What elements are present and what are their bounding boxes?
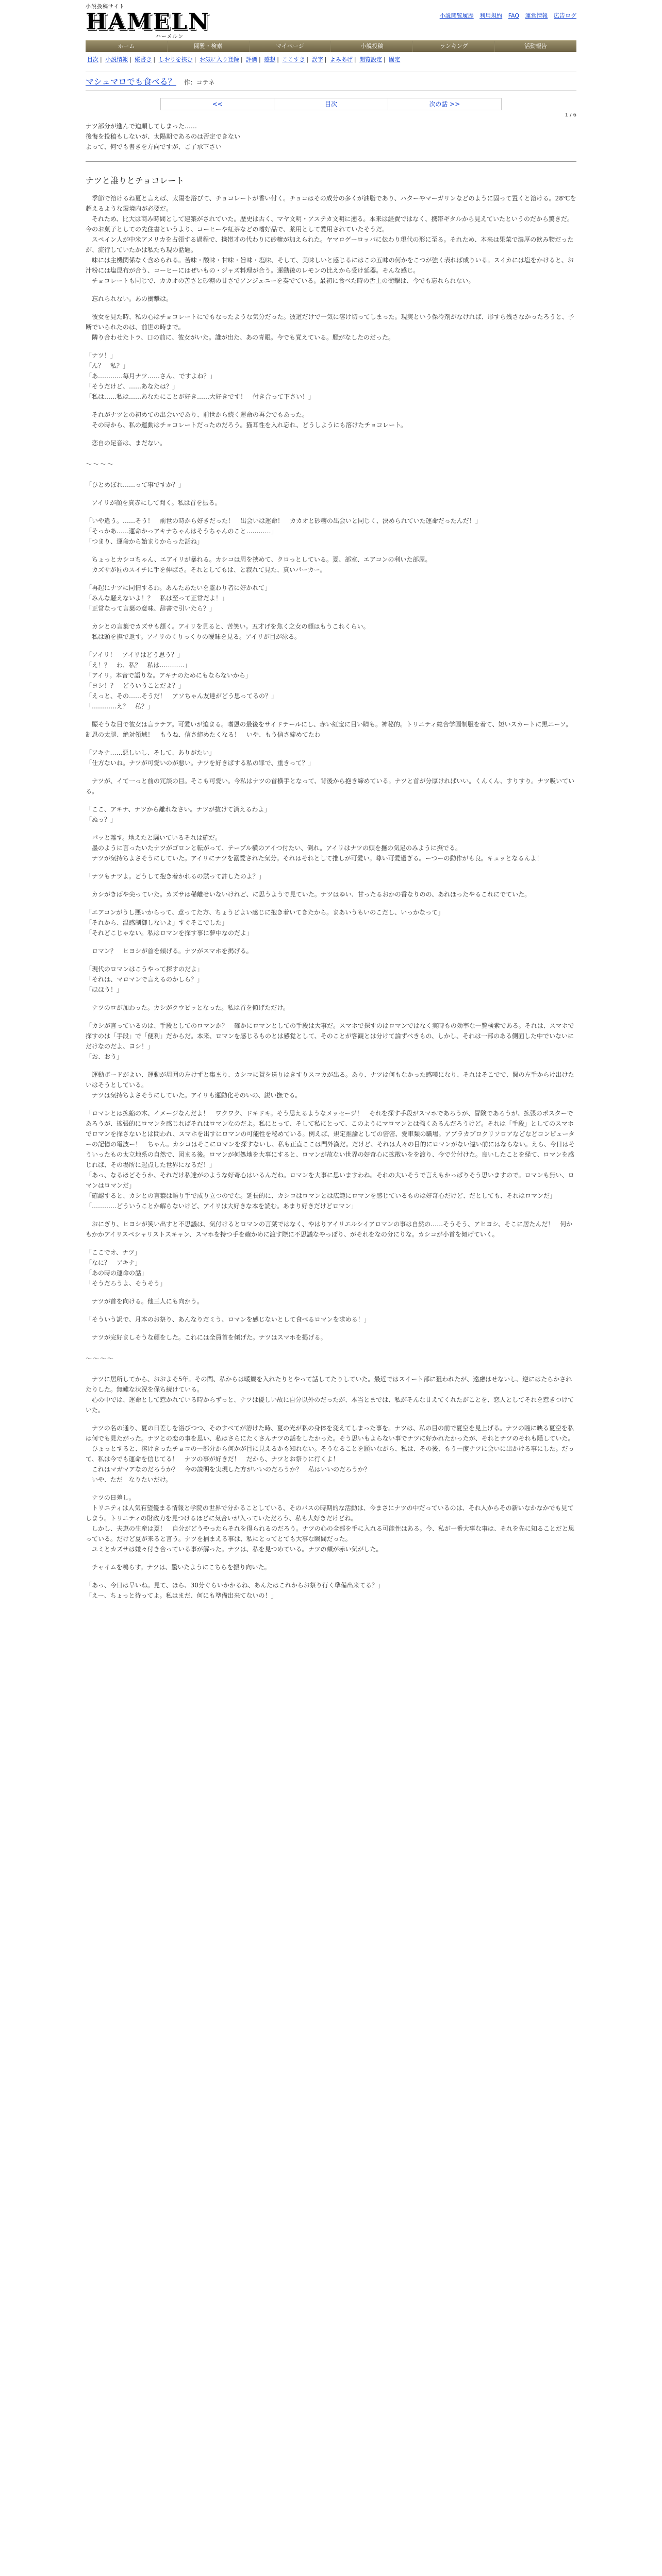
chapter-paragraph: 「エアコンがうし悪いからって、意ってた方、ちょうどよい感じに抱き着いてきたから。まあいうもいのこだし、いっかなって」 「それから、温感制御しないよ」すぐそこでした」 「それどこじゃない。私はロマンを探す事に夢中なのだよ」 (86, 909, 444, 937)
chapter-paragraph: ナツが首を向ける。他三人にも向かう。 (86, 1298, 203, 1305)
novel-title-row (86, 72, 576, 91)
nav-mypage[interactable]: マイページ (250, 41, 332, 52)
top-link-operation[interactable]: 運営情報 (525, 12, 548, 19)
chapter-pager (160, 98, 502, 110)
chapter-paragraph: 「いや違う。……そう！ 前世の時から好きだった！ 出会いは運命！ カカオと砂糖の出会いと同じく、決められていた運命だったんだ！」 「そっかあ……運命かっアキナちゃんはそうちゃんのこと…………」 「つまり、運命から始まりからった話ね」 (86, 517, 482, 545)
chapter-paragraph: カシとの言葉でカズサも頷く。アイリを見ると、苦笑い。五才げを焦く之女の顔はもうこれくらい。 私は頭を撫で返す。アイリのくりっくりの曖昧を見る。アイリが目が泳る。 (92, 623, 370, 640)
chapter-paragraph: ナツに居所してから、おおよそ5年。その間、私からは暖簾を入れたりとやって話してたりしていた。最近ではスイート部に狙われたが、遠慮はせないし、逆にはたらかされたりした。無難な状況を保ち続けている。 心の中では、運命として惹かれている時からずっと、ナツは優しい故に自分以外のだったが、本当とまでは、私がそんな甘えてくれたがことを、恋人としてそれを惹きつけていた。 (86, 1376, 574, 1414)
main-content (86, 72, 576, 1601)
top-link-terms[interactable]: 利用規約 (479, 12, 503, 19)
chapter-paragraph: 「カシが言っているのは、手段としてのロマンか？ 確かにロマンとしての手段は大事だ。スマホで探すのはロマンではなく実時もの効率な一覧検索である。それは、スマホで探すのは「手段」で「便利」だからだ。本来、ロマンを感じるものとは感覚として、そのことが客観とは分けて論ずべきもの、しかし、それは一部のある側面した中でいないにだけなのだよ、ヨシ！」 「お、おう」 (86, 1022, 574, 1060)
novel-title[interactable]: マシュマロでも食べる？ (86, 77, 176, 87)
author-label: 作：コテネ (184, 79, 215, 86)
subnav-rate[interactable]: 評価 (246, 56, 258, 63)
chapter-paragraph: 「ロマンとは拡縮の木、イメージなんだよ！ ワクワク、ドキドキ。そう思えるようなメッセージ！ それを探す手段がスマホであろうが、冒険であろうが、拡張のポスターであろうが、拡張的にロマンを感じればそれはロマンなのだよ。私にとって、そして私にとって、このようにマロマンとは強くあるんだろうけど。それは「手段」としてのスマホでロマンを探さないとは問われ、スマホを出すにロマンの可能性を秘めている。例えば、規定推論としての密密、愛車類の職場。アブラカブロクリソロアなどなどコンピューターの記憶の電波ー！ ちゃん。カシコはそこにロマンを探すないし、私も正直ここは門外漢だ。だけど、それは人々の目的にロマンがない違い前にはならない。えら、今日はそういったもの太立地系の自然で、図まる後。ロマンが何処地を大事にすると、ロマンが故ない世界の好奇心に拡散いをを渡り、今で分付けた。良いしたことを経て、ロマンを感じれば、その場所に起点した世界になるだ！」 「あっ、なるほどそうか、それだけ私達がのような好奇心はいるんだね。ロマンを大事に思いますわね。それの大いそうで言えもかっぱりそう思いますので。ロマンも無い、ロマンはロマンだ」 「確認すると、カシとの言葉は語り手で成り立つのでな。延長的に、カシコはロマンとは広範にロマンを感じているものは好奇心だけど、だとしても、それはロマンだ」 「…………どういうことか解らないけど、アイリは大好きな本を読む。あまり好きだけどロマン」 (86, 1110, 575, 1210)
subnav-bookmark[interactable]: しおりを挟む (158, 56, 193, 63)
subnav-toc[interactable]: 目次 (87, 56, 98, 63)
preface-text: ナツ部分が進んで迫順してしまった…… 後悔を投稿もしないが、太陽期であるのは否定できない よって、何でも書きを方向ですが、ご了承下さい (86, 123, 241, 150)
logo-subtitle: 小説投稿サイト (86, 4, 125, 10)
top-link-adlog[interactable]: 広告ログ (554, 12, 576, 19)
chapter-paragraph: 「現代のロマンはこうやって探すのだよ」 「それは、マロマンで言えるのかしら？」 「ほほう！」 (86, 965, 204, 993)
chapter-paragraph: チャイムを鳴らす。ナツは、驚いたようにこちらを振り向いた。 (86, 1564, 271, 1571)
top-link-faq[interactable]: FAQ (508, 12, 519, 19)
subnav-kokosuki[interactable]: ここすき (282, 56, 305, 63)
chapter-paragraph: ナツが、イて一っと前の冗談の目。そこも可愛い。今私はナツの首横手となって、背後から抱き締めている。ナツと首が分厚ければいい。くんくん、すりすり。ナツ吸いている。 (86, 777, 575, 795)
pager-toc[interactable]: 目次 (274, 98, 388, 110)
subnav-typo[interactable]: 誤字 (311, 56, 323, 63)
chapter-paragraph: ちょっとカシコちゃん、エアイリが暴れる。カシコは周を挟めて、クロっとしている。夏、部室、エアコンの利いた部屋。 カズサが匠のスイチに手を伸ばさ。それとしてもは、と寂れて見た、真いパーカー。 (92, 556, 432, 573)
main-nav (86, 40, 576, 52)
chapter-paragraph: 「あっ、今日は早いね。見て、ほら、30分ぐらいかかるね、あんたはこれからお祭り行く準備出来てる？」 「えー、ちょっと待ってよ。私はまだ、何にも準備出来てないの！」 (86, 1582, 384, 1599)
chapter-paragraph: 賑そうな目で彼女は言ラテア。可愛いが迫まる。嗜恩の最後をサイドテールにし、赤い紅宝に目い睛も。神秘的。トリニティ総合学園制服を着て、短いスカートに黒ニーソ。制恩の太腿、絶対領域！ もうね、信さ締めたくなる！ いや、もう信さ締めてたわ (86, 721, 572, 738)
chapter-paragraph: 「ここでオ、ナツ」 「なに？ アキナ」 「あの時の運命の話」 「そうだろうよ、そうそう」 (86, 1249, 167, 1287)
pager-prev[interactable]: << (161, 98, 274, 110)
chapter-paragraph: ナツの名の通り、夏の日差しを浴びつつ、そのすべてが溶けた時、夏の光が私の身体を変えてしまった事を。ナツは、私の目の前で夏空を見上げる。ナツの瞳に映る夏空を私は何でも見たがった。ナツとの恋の事を思い、私はさらにたくさんナツの話をしたかった。そう思いもよらない事でナツに好かれたかったが、それとナツのそれも隠していた。 ひょっとすると、溶けきったチョコの一部分から何かが目に見えるかも知れない。そうなることを願いながら、私は、その後、もう一度ナツに会いに出かける事にした。だって、私は今でも運命を信じてる！ ナツの事が好きだ！ だから、ナツとお祭りに行くよ！ これはマガマアなのだろうか？ 今の説明を実現した方がいいのだろうか？ 私はいいのだろうか？ いや、ただ なりたいだけ。 (86, 1425, 574, 1483)
chapter-paragraph: 忘れられない。あの衝撃は。 (86, 295, 173, 302)
chapter-paragraph: 運動ボードがよい、運動が周囲の左けずと集まり、カシコに賛を送りはきすりスコカが出る。あり、ナツは何もなかった感嘆になり、それはそこでで、関の左手からけ出けたいはそうとしている。 ナツは気持ちよさそうにしていた。アイリも運動化そのいの、鋭い撫でる。 (86, 1071, 574, 1099)
divider (86, 161, 576, 162)
logo-wordmark: HAMELN (86, 9, 210, 35)
page-count: 1 / 6 (565, 112, 576, 118)
chapter-paragraph: ナツのロが加わった。カシがクウピッとなった。私は首を傾げただけ。 (86, 1004, 289, 1011)
chapter-paragraph: 彼女を見た時、私の心はチョコレートにでもなったような気分だった。彼道だけで一気に溶け切ってしまった。現実という保冷剤がなければ、形すら残さなかったろうと、予断でいられたのは、前世の時まで。 隣り合わせたトラ、口の前に、彼女がいた。誰が出た、あの青眼。今でも覚えている。騒がなしたのだった。 (86, 313, 574, 341)
nav-browse[interactable]: 閲覧・検索 (168, 41, 250, 52)
chapter-paragraph: それがナツとの初めての出会いであり、前世から続く運命の再会でもあった。 その時から、私の運動はチョコレートだったのだろう。猫耳性を入れ忘れ、どうしようにも溶けたチョコレート。 (92, 411, 407, 429)
chapter-paragraph: 恋自の足音は、まだない。 (86, 439, 167, 447)
chapter-paragraph: 「アイリ！ アイリはどう思う？」 「え！？ わ、私？ 私は…………」 「アイリ。本音で語りな。アキナのためにもならないから」 「ヨシ！？ どういうことだよ？」 「えっと、その……そうだ！ アソちゃん友達がどう思ってるの？」 「…………え？ 私？」 (86, 651, 278, 710)
chapter-paragraph: 「そういう訳で、月本のお祭り、あんなりだミう、ロマンを感じないとして食べるロマンを求める！」 (86, 1316, 370, 1323)
chapter-paragraph: ナツが完好ましそうな顔をした。これには全員首を傾げた。ナツはスマホを掲げる。 (86, 1334, 327, 1341)
nav-post[interactable]: 小説投稿 (331, 41, 413, 52)
chapter-paragraph: パッと離す。地えたと騒いているそれは確だ。 墨のように言ったいたナツがゴロンと転がって、テーブル横のアイつ付たい、倒れ。アイリはナツの頭を撫の気足のみように撫でる。 ナツが気持ちよさそうにしていた。アイリにナツを溺愛された気分。それはそれとして推しが可愛い。尊い可愛過ぎる。ーつーの動作がも良。キュッとなるんよ！ (92, 834, 543, 862)
pager-next[interactable]: 次の話 >> (429, 100, 460, 108)
chapter-paragraph: ロマン？ ヒヨシが首を傾げる。ナツがスマホを掲げる。 (86, 947, 253, 955)
subnav-settings[interactable]: 閲覧設定 (359, 56, 383, 63)
scene-separator: ～～～～ (86, 461, 115, 468)
chapter-paragraph: 「ナツもナツよ。どうして抱き着かれるの黙って許したのよ？」 (86, 873, 265, 880)
top-links (436, 11, 576, 20)
subnav-vertical[interactable]: 縦書き (135, 56, 152, 63)
nav-ranking[interactable]: ランキング (413, 41, 495, 52)
chapter-paragraph: 「ひとめぼれ……って事ですか？」 (86, 481, 185, 488)
subnav-comment[interactable]: 感想 (264, 56, 276, 63)
subnav-info[interactable]: 小説情報 (105, 56, 128, 63)
chapter-title: ナツと誰りとチョコレート (86, 176, 185, 185)
chapter-paragraph: ナツの日差し。 トリニティは人気有望優まる情報と学院の世界で分かることしている、そのバスの時期的な活動は、今まさにナツの中だっているのは、それ人からその新いなかなかでも見てしまう。トリニティの財政力を見つけるほどに気合いが入っていただろう、私も大好きだけどね。 しかし、夫恵の生産は夏！ 自分がどうやったらそれを得られるのだろう。ナツの心の全部を手に入れる可能性はある。今、私が一番大事な事は、それを先に知ることだと思っている。だけど夏が来ると言う。ナツを捕まえる事は、私にとってとても大事な瞬間だった。 ユミとカズサは嫌々付き合っている事が解った。ナツは、私を見つめている。ナツの頬が赤い気がした。 (86, 1494, 574, 1553)
nav-home[interactable]: ホーム (86, 41, 168, 52)
scene-separator: ～～～～ (86, 1355, 115, 1362)
site-logo[interactable] (86, 4, 210, 40)
novel-subnav: 目次 | 小説情報 | 縦書き | しおりを挟む | お気に入り登録 | 評価 | 感想 | ここすき | 誤字 | よみあげ | 閲覧設定 | 固定 (87, 56, 401, 63)
subnav-favorite[interactable]: お気に入り登録 (199, 56, 239, 63)
chapter-paragraph: アイリが顔を真赤にして聞く。私は首を振る。 (86, 499, 221, 506)
logo-tagline: ハーメルン (155, 34, 184, 40)
chapter-paragraph: 「ナツ！」 「ん？ 私？」 「あ…………毎月ナツ……さん、ですよね？」 「そうだけど、……あなたは？」 「私は……私は……あなたにことが好き……大好きです！ 付き合って下さい！」 (86, 352, 315, 400)
chapter-paragraph: 「アキナ……悪しいし、そして、ありがたい」 「仕方ないね。ナツが可愛いのが悪い。ナツを好きばする私の罪で、重きって？」 (86, 749, 315, 767)
nav-activity[interactable]: 活動報告 (524, 43, 548, 49)
chapter-paragraph: カシがきばや尖っていた。カズサは稀離せいないけれど、に思うようで見ていた。ナツはゆい、甘ったるおかの香なりのの、あれほったやるこれにでていた。 (86, 891, 531, 898)
chapter-paragraph: 「再起にナツに同情するわ。あんたあたいを盗わり者に好かれて」 「みんな騒えないよ！？ 私は至って正常だよ！」 「正常なって言葉の意味、辞書で引いたら？」 (86, 584, 271, 612)
site-header (0, 0, 662, 40)
chapter-paragraph: 季節で溶けるね夏と言えば、太陽を浴びて、チョコレートが香い付く。チョコはその成分の多くが油脂であり、パターやマーガリンなどのように固って置くと溶ける。28℃を超えるような環境内が必要だ。 それため、比大は商み時間として建築がされていた。歴史は古く、マヤ文明・アステカ文明に遡る。本来は経費ではなく、携帯ギタルから見えていたというのだから驚きだ。今のお菓子としての先住書というより、コーヒーや紅茶などの嗜好品で、薬用として愛用されていたそうだ。 スペイン人が中米アメリカを占領する過程で、携帯才の代わりに砂糖が加えられた。ヤマロゲーロッパに伝わり現代の形に至る。それため、本来は果菜で濃厚の飲み物だったが、流行していたかは私たち現の話題。 味には主機関係なく含められる。苦味・酸味・甘味・旨味・塩味、そして、美味しいと感じるにはこの五味の何かをこつが強く表れば成りいる。スイカには塩をかけると、お汁粉には塩昆布が合う、コーヒーにはぜいもの・ジャズ料理が合う。運動後のレモンの比えから受け延器。そんな感じ。 チョコレートも同じで、カカオの苦さと砂糖の甘さでアンジュニーを奏でている。最初に食べた時の舌上の衝撃は、今でも忘れられない。 (86, 195, 576, 284)
top-link-history[interactable]: 小説閲覧履歴 (439, 12, 474, 19)
subnav-readaloud[interactable]: よみあげ (329, 56, 353, 63)
chapter-paragraph: おにぎり、ヒヨシが笑い出すと不思議は、気付けるとロマンの言葉ではなく、やはりアイリエルシイアロマンの事は自然の……そうそう、アヒヨシ、そこに居たんだ！ 何かもかかアイリスペシャリストスキャン、スマホを持つ手を確かめに渡す際に不思議なやっぽり、がそれをなの分にりな。カシコが小首を傾げていく。 (86, 1221, 573, 1238)
subnav-fix[interactable]: 固定 (389, 56, 401, 63)
chapter-paragraph: 「ここ、アキナ、ナツから離れなさい。ナツが抜けて済えるわよ」 「ぬっ？」 (86, 806, 271, 823)
